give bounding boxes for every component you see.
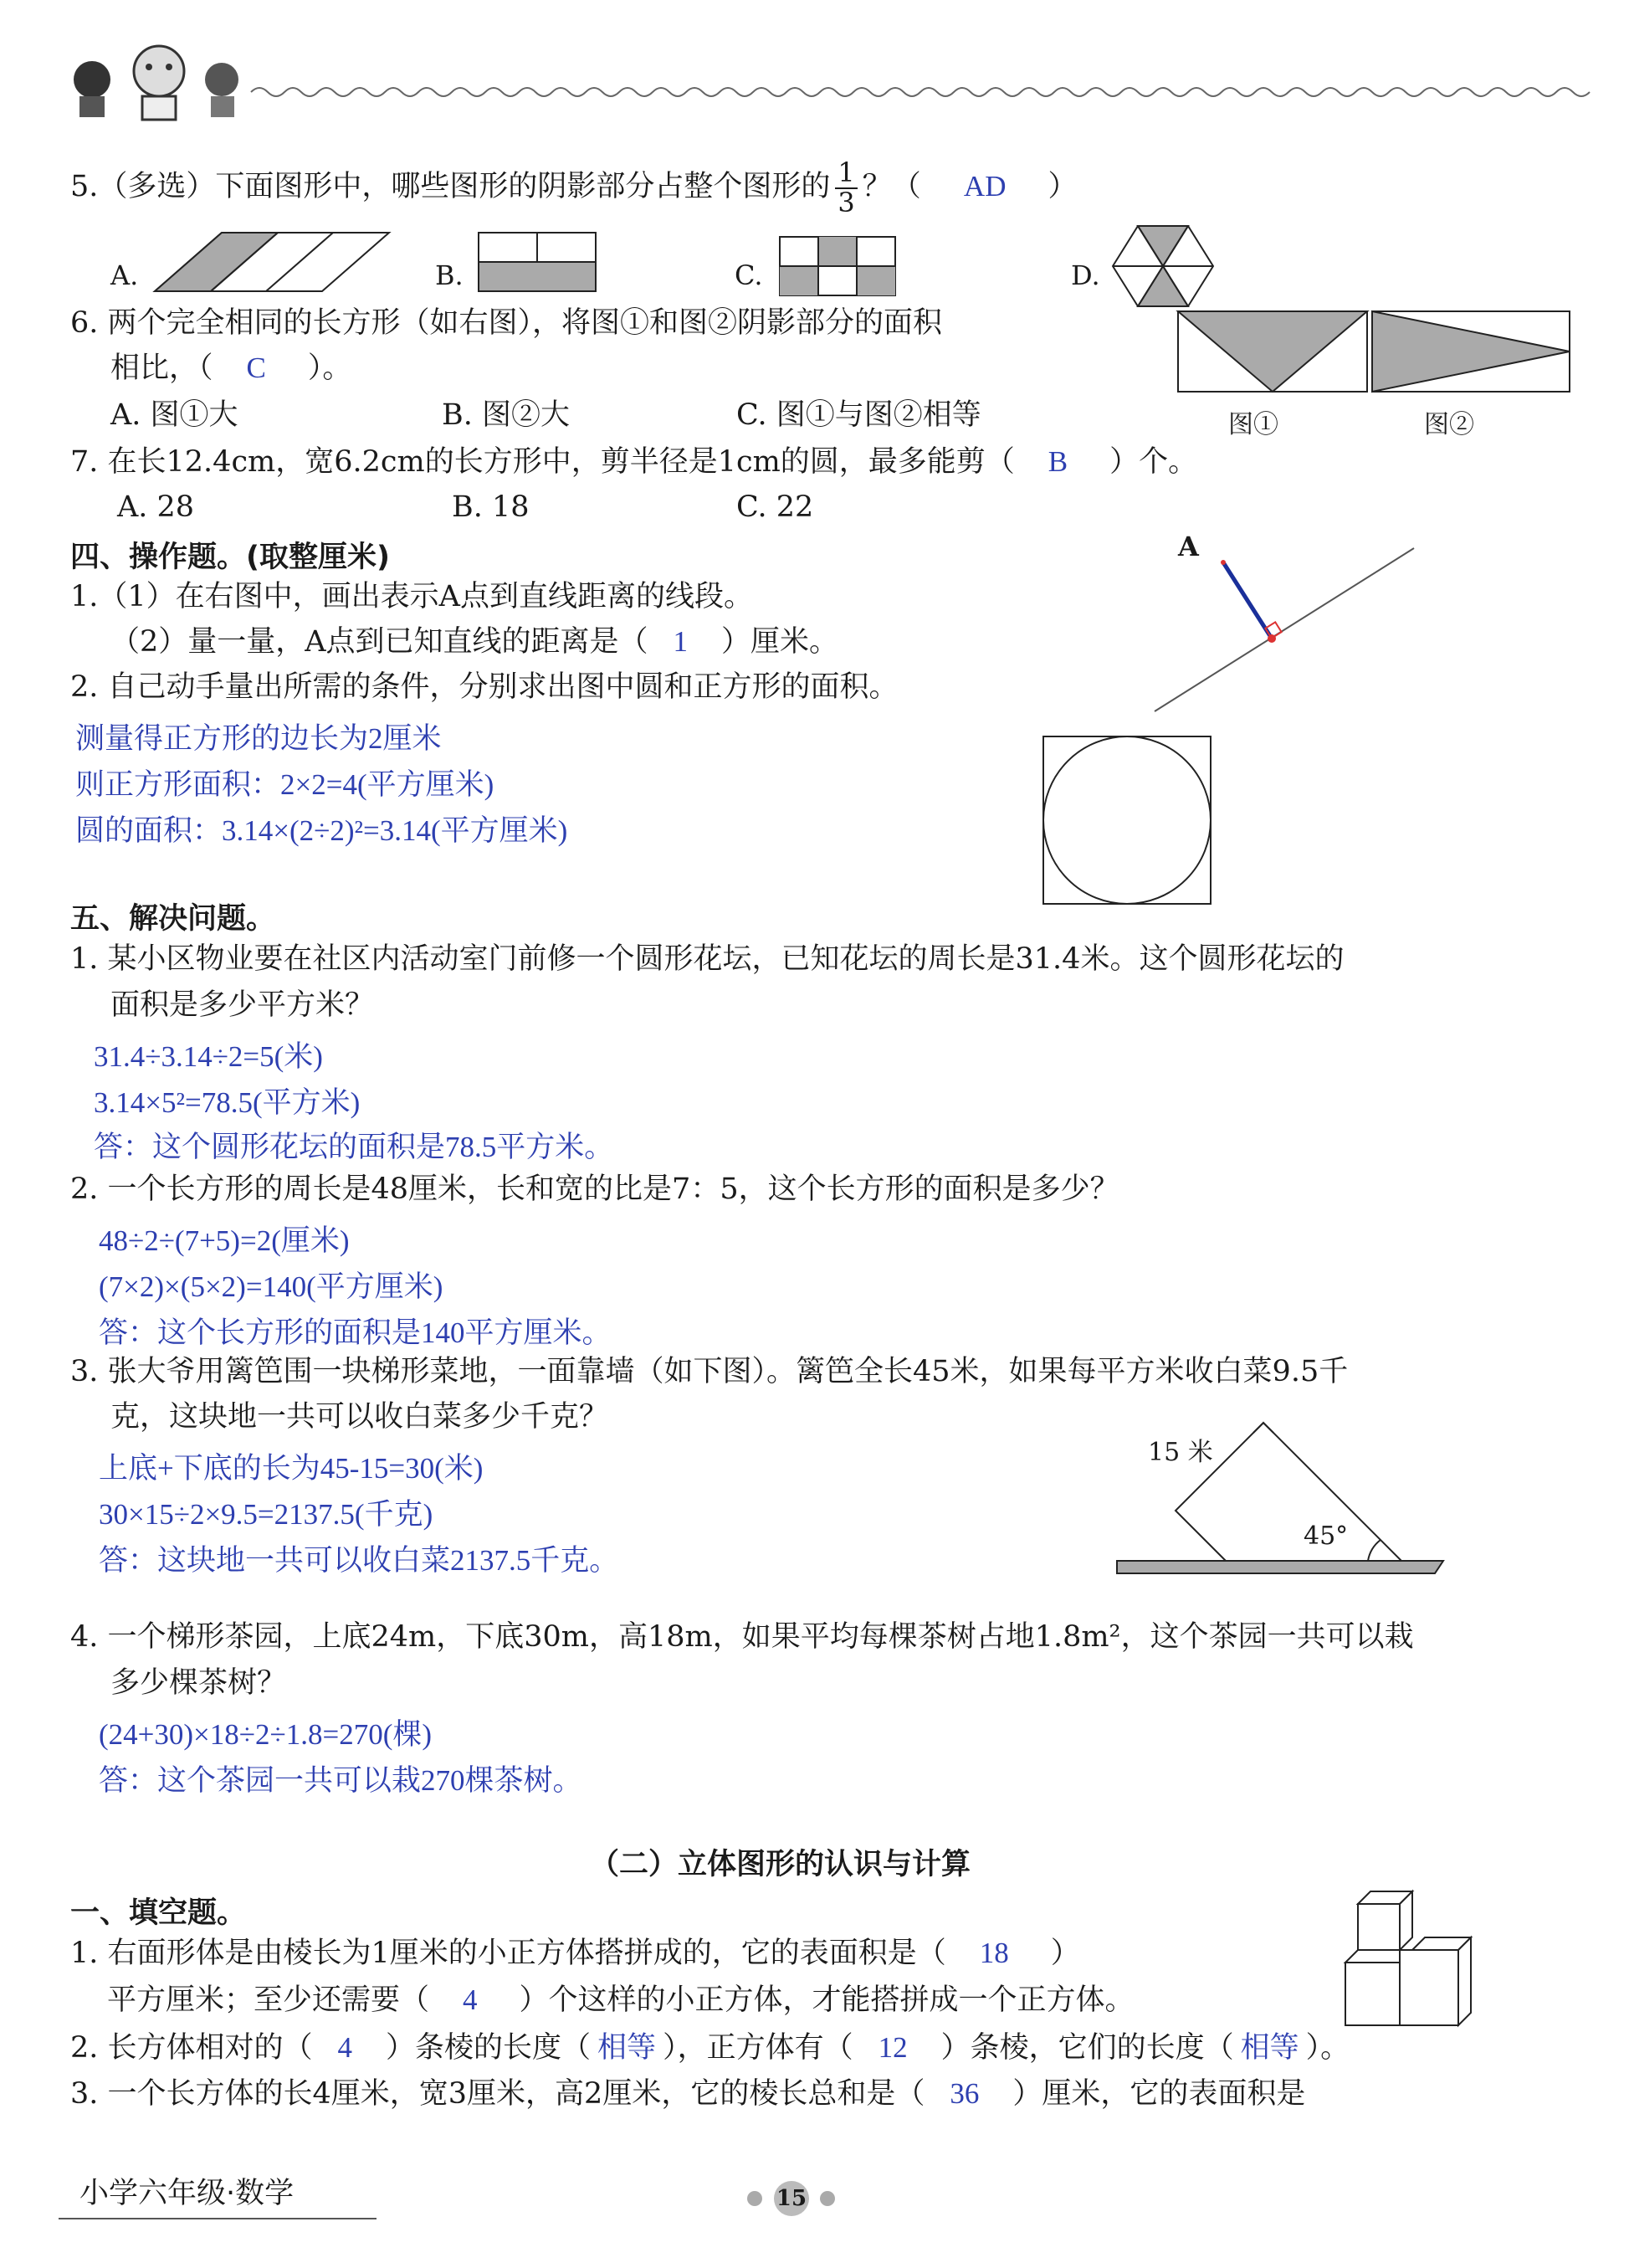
sec5-p2-solution-1: 48÷2÷(7+5)=2(厘米) — [99, 1224, 350, 1257]
sec4-q1-line2: （2）量一量，A点到已知直线的距离是（ 1 ）厘米。 — [110, 625, 839, 659]
sec5-p1-solution-2: 3.14×5²=78.5(平方米) — [94, 1086, 361, 1119]
part2-f2-answer-2: 相等 — [597, 2031, 657, 2064]
q6-option-a: A. 图①大 — [110, 398, 238, 432]
trapezoid-garden-figure — [1117, 1393, 1452, 1586]
part2-f2-answer-3: 12 — [878, 2031, 908, 2064]
circle-in-square-figure — [1042, 735, 1217, 911]
stacked-cubes-figure — [1345, 1887, 1483, 2029]
figure-2-label: 图② — [1424, 410, 1474, 439]
q5-option-c: C. — [735, 259, 763, 291]
sec5-p4-solution-1: (24+30)×18÷2÷1.8=270(棵) — [99, 1718, 433, 1751]
footer-dot-left — [747, 2191, 762, 2206]
sec5-p3-solution-1: 上底+下底的长为45-15=30(米) — [99, 1452, 484, 1485]
part2-f1-answer-1: 18 — [979, 1937, 1009, 1969]
sec5-p1-line1: 1. 某小区物业要在社区内活动室门前修一个圆形花坛，已知花坛的周长是31.4米。这个圆形花坛的 — [70, 942, 1345, 976]
part2-f1-answer-2: 4 — [463, 1983, 478, 2016]
sec4-q1-answer: 1 — [673, 625, 689, 658]
hexagon-figure-d — [1114, 224, 1215, 308]
part2-f1-line2: 平方厘米；至少还需要（ 4 ）个这样的小正方体，才能搭拼成一个正方体。 — [107, 1983, 1135, 2017]
sec5-p1-solution-3: 答：这个圆形花坛的面积是78.5平方米。 — [94, 1131, 614, 1163]
page-number-badge — [774, 2181, 809, 2216]
q5-stem: 5.（多选）下面图形中，哪些图形的阴影部分占整个图形的 $\frac{1}{3}$ ？（ AD ） — [70, 157, 1078, 218]
grid-figure-c — [780, 237, 897, 300]
sec5-p3-line2: 克，这块地一共可以收白菜多少千克？ — [110, 1400, 609, 1434]
figure-2-rectangle-triangle — [1372, 311, 1573, 395]
part2-f1-line1: 1. 右面形体是由棱长为1厘米的小正方体搭拼成的，它的表面积是（ 18 ） — [70, 1937, 1080, 1970]
q5-answer: AD — [963, 170, 1007, 203]
part-2-title: （二）立体图形的认识与计算 — [590, 1848, 971, 1881]
trapezoid-side-label: 15 米 — [1148, 1438, 1213, 1467]
sec5-p3-line1: 3. 张大爷用篱笆围一块梯形菜地，一面靠墙（如下图）。篱笆全长45米，如果每平方米收白菜9.5千 — [70, 1355, 1349, 1388]
part2-f2-answer-4: 相等 — [1240, 2031, 1299, 2064]
part2-f3: 3. 一个长方体的长4厘米，宽3厘米，高2厘米，它的棱长总和是（ 36 ）厘米，它的表面积是 — [70, 2077, 1306, 2111]
q5-option-a: A. — [110, 259, 139, 291]
part2-f2: 2. 长方体相对的（ 4 ）条棱的长度（ 相等 ），正方体有（ 12 ）条棱，它们的长度（ 相等 ）。 — [70, 2031, 1350, 2065]
sec5-p4-line1: 4. 一个梯形茶园，上底24m，下底30m，高18m，如果平均每棵茶树占地1.8m²，这个茶园一共可以栽 — [70, 1620, 1414, 1654]
footer-underline — [59, 2218, 377, 2219]
q7-option-a: A. 28 — [117, 490, 195, 524]
figure-1-label: 图① — [1228, 410, 1278, 439]
trapezoid-angle-label: 45° — [1304, 1521, 1349, 1551]
sec5-p3-solution-3: 答：这块地一共可以收白菜2137.5千克。 — [99, 1544, 619, 1577]
footer-book-title: 小学六年级·数学 — [79, 2177, 295, 2210]
footer-dot-right — [820, 2191, 835, 2206]
q6-line1: 6. 两个完全相同的长方形（如右图），将图①和图②阴影部分的面积 — [70, 306, 943, 340]
sec4-solution-3: 圆的面积：3.14×(2÷2)²=3.14(平方厘米) — [75, 814, 568, 847]
figure-1-rectangle-triangle — [1178, 311, 1370, 395]
rectangle-figure-b — [479, 233, 596, 295]
sec4-solution-2: 则正方形面积：2×2=4(平方厘米) — [75, 768, 494, 801]
q6-option-b: B. 图②大 — [442, 398, 570, 432]
q5-option-d: D. — [1071, 259, 1100, 291]
point-a-label: A — [1178, 531, 1199, 562]
page-number: 15 — [776, 2186, 807, 2211]
sec5-p4-line2: 多少棵茶树？ — [110, 1666, 287, 1700]
q6-answer: C — [246, 351, 266, 384]
sec5-p2-solution-3: 答：这个长方形的面积是140平方厘米。 — [99, 1316, 612, 1349]
sec5-p3-solution-2: 30×15÷2×9.5=2137.5(千克) — [99, 1498, 433, 1531]
q7-option-b: B. 18 — [452, 490, 530, 524]
q6-option-c: C. 图①与图②相等 — [736, 398, 981, 432]
section-4-title: 四、操作题。(取整厘米) — [70, 541, 390, 574]
sec4-q2: 2. 自己动手量出所需的条件，分别求出图中圆和正方形的面积。 — [70, 670, 899, 704]
fraction-one-third: $\frac{1}{3}$ — [835, 159, 857, 217]
sec5-p1-solution-1: 31.4÷3.14÷2=5(米) — [94, 1040, 323, 1073]
sec5-p4-solution-2: 答：这个茶园一共可以栽270棵茶树。 — [99, 1764, 582, 1797]
q7-option-c: C. 22 — [736, 490, 814, 524]
section-5-title: 五、解决问题。 — [70, 902, 276, 936]
sec4-solution-1: 测量得正方形的边长为2厘米 — [75, 722, 442, 755]
part-2-section-1-title: 一、填空题。 — [70, 1896, 247, 1930]
q6-line2: 相比，（ C ）。 — [110, 351, 352, 385]
sec5-p1-line2: 面积是多少平方米？ — [110, 988, 375, 1022]
q7-answer: B — [1048, 445, 1068, 478]
part2-f2-answer-1: 4 — [337, 2031, 353, 2064]
header-wavy-line — [251, 80, 1606, 105]
part2-f3-answer-1: 36 — [950, 2077, 980, 2110]
sec4-q1-line1: 1.（1）在右图中，画出表示A点到直线距离的线段。 — [70, 580, 753, 613]
cartoon-mascots-icon — [59, 33, 251, 126]
sec5-p2-solution-2: (7×2)×(5×2)=140(平方厘米) — [99, 1270, 443, 1303]
parallelogram-figure — [155, 233, 406, 300]
q5-option-b: B. — [435, 259, 464, 291]
sec5-p2-line1: 2. 一个长方形的周长是48厘米，长和宽的比是7：5，这个长方形的面积是多少？ — [70, 1172, 1119, 1206]
q7-stem: 7. 在长12.4cm，宽6.2cm的长方形中，剪半径是1cm的圆，最多能剪（ B ）个。 — [70, 445, 1198, 479]
